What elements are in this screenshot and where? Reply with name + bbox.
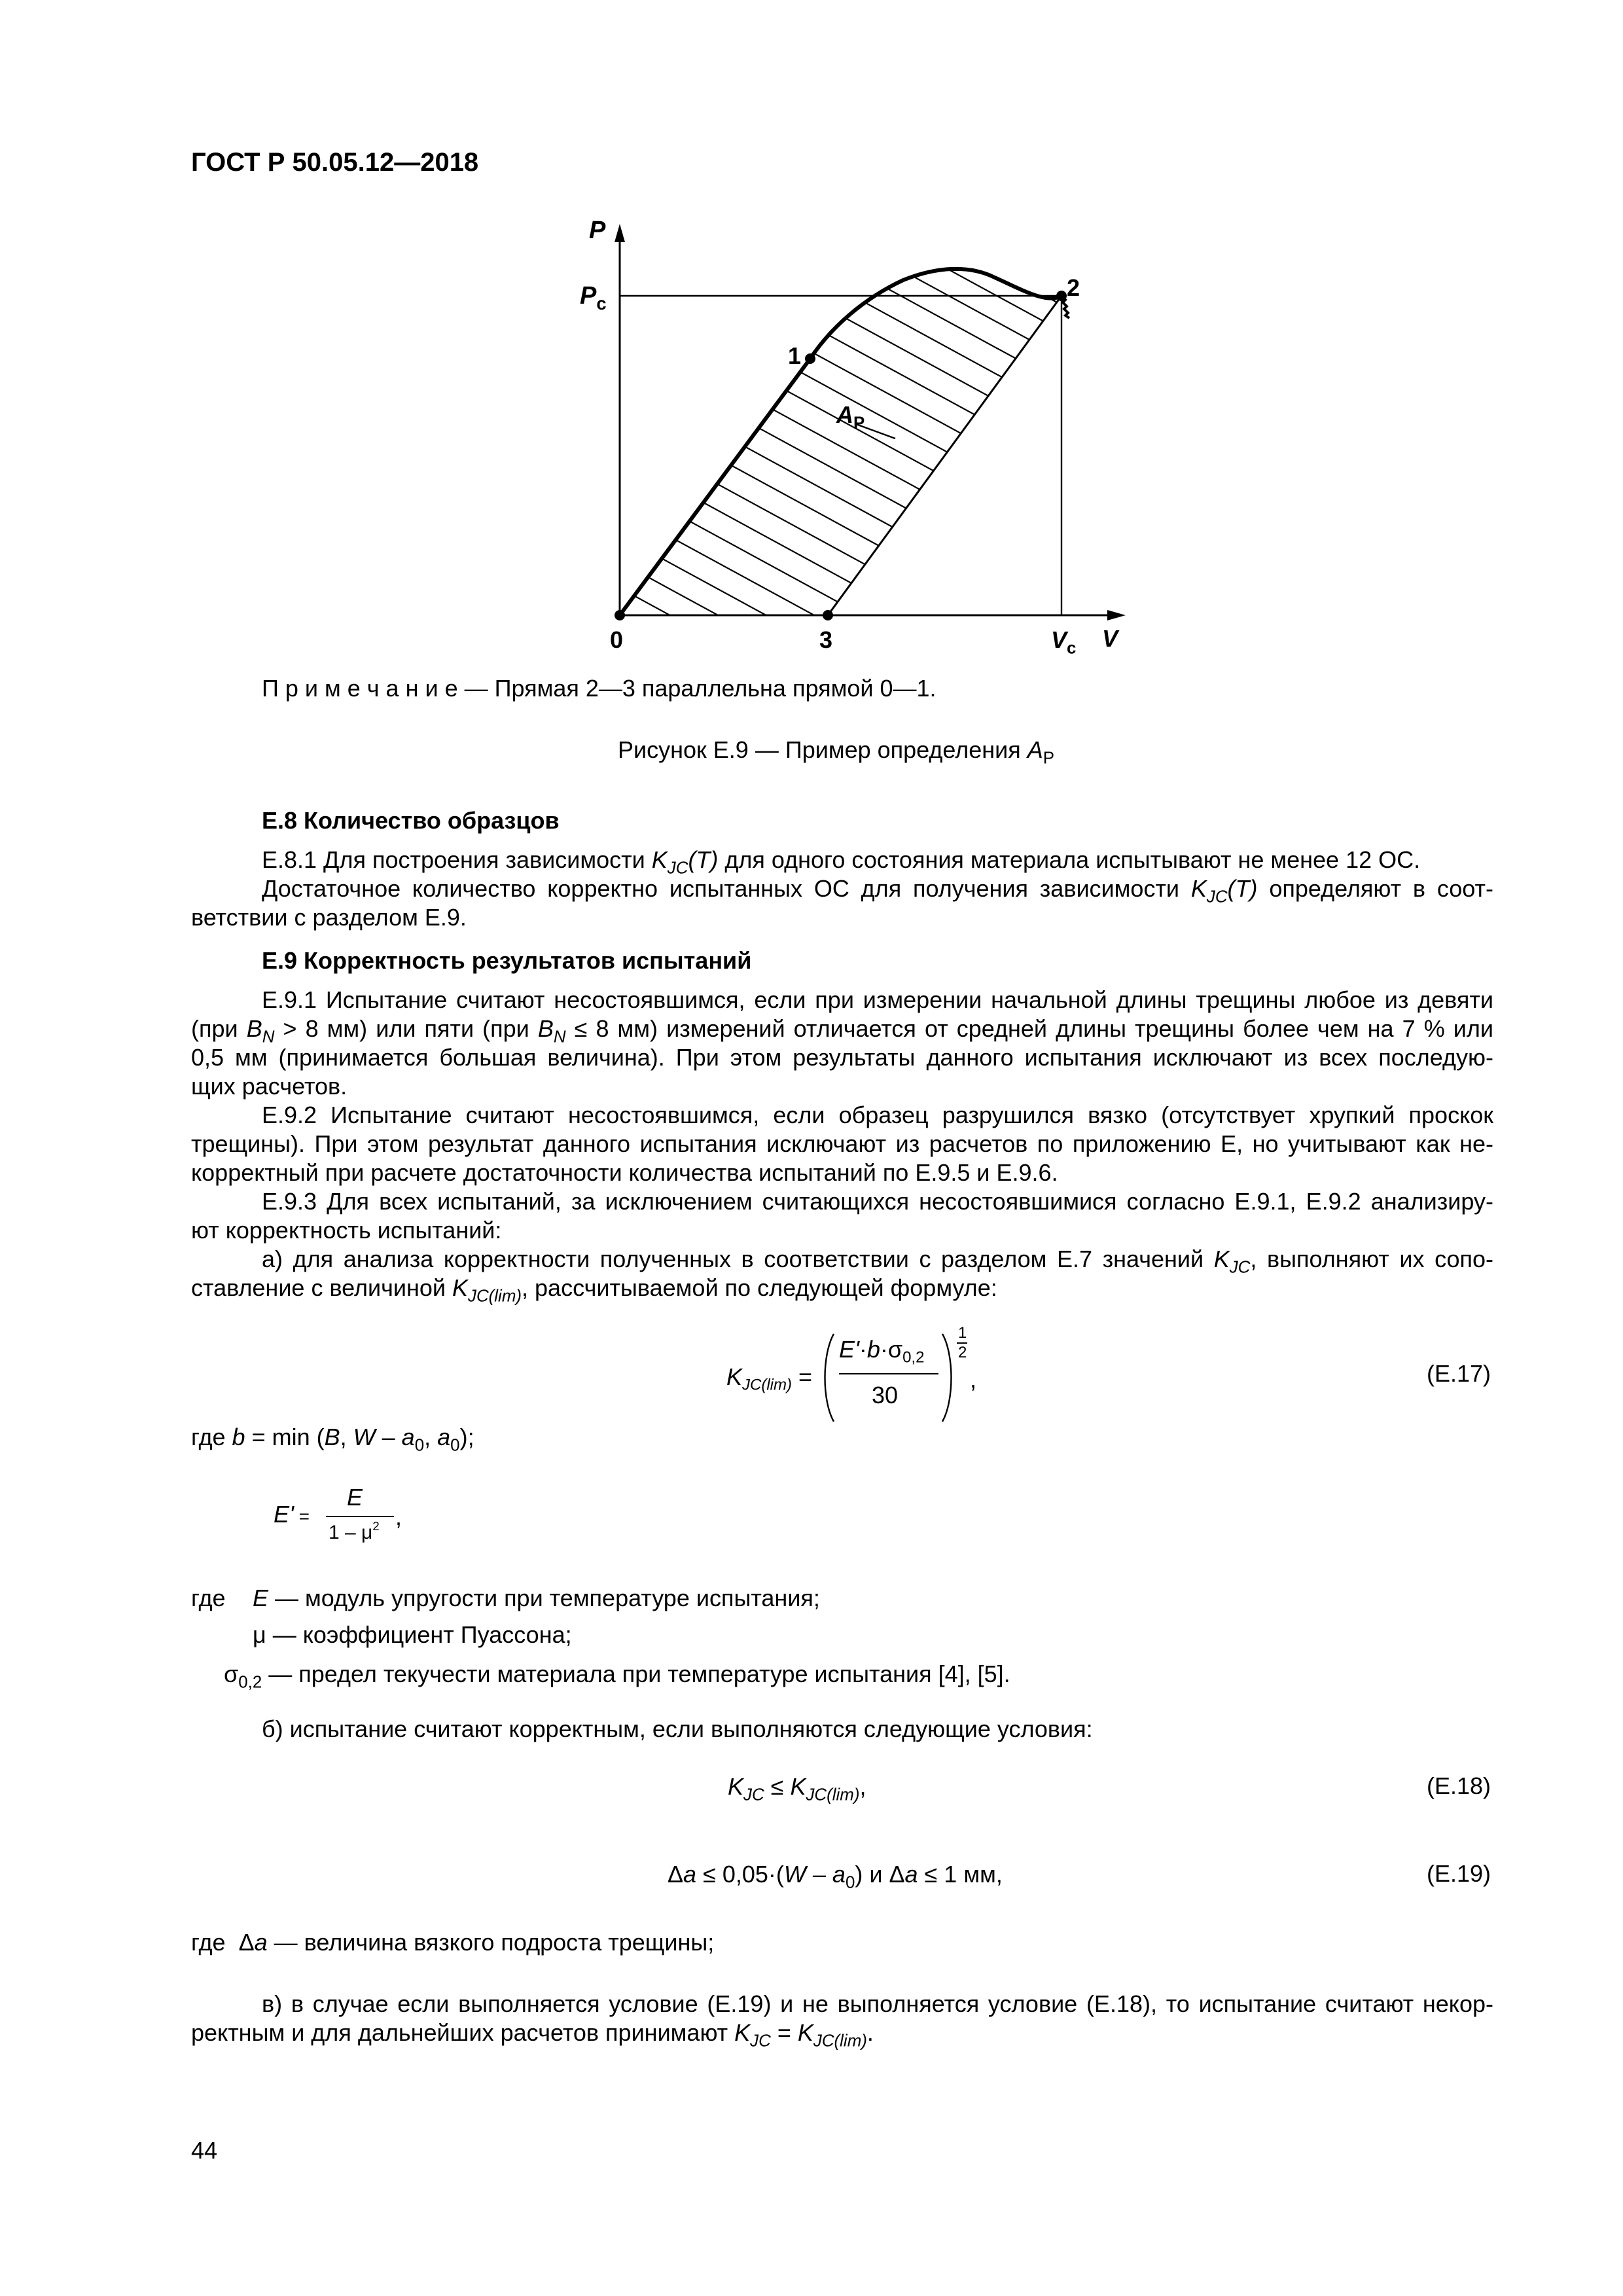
figure-note: П р и м е ч а н и е — Прямая 2—3 параллельна прямой 0—1. [262, 675, 936, 702]
e8-paragraph-2-line-2: ветствии с разделом Е.9. [191, 904, 467, 931]
x-axis-arrow-icon [1107, 610, 1126, 620]
axis-x-label: V [1102, 625, 1118, 652]
equation-e18: $K_{JC} \le K_{JC(lim)}$, [728, 1773, 866, 1804]
e8-paragraph-1: Е.8.1 Для построения зависимости $K_{JC}(T)$ для одного состояния материала испытывают не менее 12 ОС. [262, 846, 1421, 878]
point-1 [805, 353, 815, 364]
def-sigma: $\sigma_{0,2}$ — предел текучести материала при температуре испытания [4], [5]. [224, 1660, 1010, 1692]
e9-2-line-3: корректный при расчете достаточности количества испытаний по Е.9.5 и Е.9.6. [191, 1159, 1058, 1186]
eprime-denominator: $1 - \mu^2$ [329, 1518, 380, 1543]
point-0 [615, 610, 625, 620]
eq17-numerator: $E'\cdot b\cdot\sigma_{0,2}$ [839, 1336, 925, 1367]
figure-e9 [550, 216, 1139, 664]
document-id: ГОСТ Р 50.05.12—2018 [191, 148, 479, 177]
e9-1-line-3: 0,5 мм (принимается большая величина). При этом результаты данного испытания исключают из всех последую- [191, 1044, 1493, 1071]
figure-diagram [550, 216, 1139, 661]
item-b: б) испытание считают корректным, если выполняются следующие условия: [262, 1715, 1093, 1742]
item-v-line-2: ректным и для дальнейших расчетов принимают $K_{JC} = K_{JC(lim)}$. [191, 2019, 874, 2051]
right-paren-icon [938, 1329, 958, 1427]
eq17-exp-den: 2 [958, 1344, 967, 1361]
def-mu: μ — коэффициент Пуассона; [253, 1621, 572, 1648]
page-number: 44 [191, 2137, 218, 2164]
equation-e-prime [274, 1486, 418, 1551]
point-3-label: 3 [819, 626, 833, 653]
e9-1-line-2: (при $B_N > 8$ мм) или пяти (при $B_N \le 8$ мм) измерений отличается от средней длины трещины более чем на 7 % или [191, 1015, 1493, 1047]
eprime-fraction-bar [326, 1516, 394, 1517]
equation-e17 [726, 1324, 988, 1427]
point-2-label: 2 [1067, 274, 1080, 301]
where-b: где b = min (B, W – $a_0$, $a_0$); [191, 1424, 474, 1455]
e9-3-line-1: Е.9.3 Для всех испытаний, за исключением считающихся несостоявшимися согласно Е.9.1, Е.9.2 анализиру- [262, 1188, 1493, 1215]
point-3 [823, 610, 833, 620]
vc-label: $V_c$ [1051, 626, 1077, 658]
e9-3-line-2: ют корректность испытаний: [191, 1217, 502, 1244]
point-1-label: 1 [788, 342, 802, 369]
eq18-number: (Е.18) [1427, 1772, 1491, 1799]
figure-caption: Рисунок Е.9 — Пример определения $A_P$ [618, 736, 1055, 768]
section-e8-heading: Е.8 Количество образцов [262, 807, 560, 834]
where-delta-a: где Δa — величина вязкого подроста трещины; [191, 1929, 715, 1956]
pc-label: $P_c$ [580, 282, 607, 314]
section-e9-heading: Е.9 Корректность результатов испытаний [262, 947, 752, 974]
item-a-line-1: а) для анализа корректности полученных в соответствии с разделом Е.7 значений $K_{JC}$, выполняют их сопо- [262, 1246, 1493, 1277]
line-2-3 [828, 296, 1061, 615]
e9-1-line-1: Е.9.1 Испытание считают несостоявшимся, если при измерении начальной длины трещины любое из девяти [262, 986, 1493, 1013]
e9-2-line-2: трещины). При этом результат данного испытания исключают из расчетов по приложению Е, но учитывают как не- [191, 1130, 1493, 1157]
eq17-number: (Е.17) [1427, 1360, 1491, 1387]
item-v-line-1: в) в случае если выполняется условие (Е.19) и не выполняется условие (Е.18), то испытание считают некор- [262, 1990, 1493, 2017]
equation-e19: $\Delta a \le 0,05\cdot(W - a_0)$ и Δa ≤ 1 мм, [668, 1861, 1003, 1892]
y-axis-arrow-icon [615, 224, 625, 242]
def-where-label: где [191, 1585, 226, 1611]
e9-2-line-1: Е.9.2 Испытание считают несостоявшимся, если образец разрушился вязко (отсутствует хрупкий проскок [262, 1102, 1493, 1128]
item-a-line-2: ставление с величиной $K_{JC(lim)}$, рассчитываемой по следующей формуле: [191, 1274, 997, 1306]
def-e: E — модуль упругости при температуре испытания; [253, 1585, 820, 1611]
eq17-denominator: 30 [872, 1382, 899, 1408]
eq17-lhs: $K_{JC(lim)}$ = [726, 1363, 813, 1394]
axis-y-label: P [589, 217, 606, 244]
area-label: $A_P$ [836, 401, 865, 433]
left-paren-icon [818, 1329, 838, 1427]
eq17-fraction-bar [839, 1373, 938, 1374]
e8-paragraph-2-line-1: Достаточное количество корректно испытанных ОС для получения зависимости $K_{JC}(T)$ определяют в соот- [262, 875, 1494, 906]
point-2 [1056, 291, 1067, 301]
e9-1-line-4: щих расчетов. [191, 1073, 348, 1100]
point-0-label: 0 [610, 626, 624, 653]
eq17-exp-num: 1 [958, 1324, 967, 1342]
eprime-lhs: E' = [274, 1501, 310, 1528]
eq17-comma: , [970, 1366, 977, 1393]
eprime-numerator: E [347, 1484, 363, 1511]
eprime-comma: , [395, 1503, 402, 1530]
eq19-number: (Е.19) [1427, 1860, 1491, 1887]
